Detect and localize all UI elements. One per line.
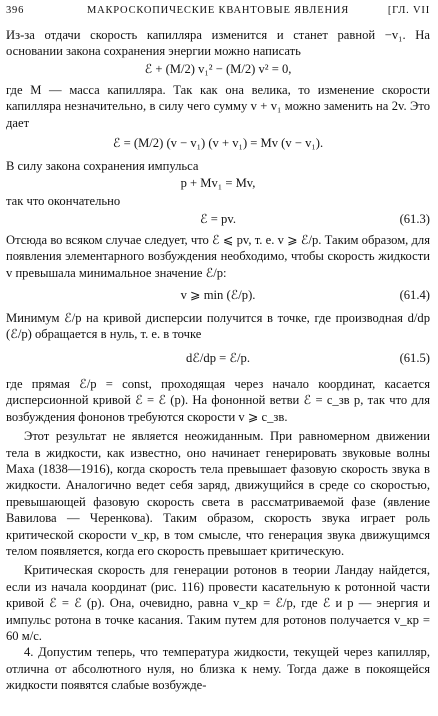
paragraph: где прямая ℰ/p = const, проходящая через начало координат, касается дисперсионной кривой ℰ = ℰ (p). На фононной ветви ℰ = c_зв p, так что для возбуждения фононов требуются скорости v ⩾ c_зв.	[6, 376, 430, 424]
running-head	[6, 3, 430, 19]
page-body	[6, 27, 430, 694]
paragraph: В силу закона сохранения импульса	[6, 159, 199, 174]
paragraph: так что окончательно	[6, 194, 121, 209]
equation	[6, 60, 430, 79]
equation-body: ℰ + (M/2) v₁² − (M/2) v² = 0,	[144, 61, 292, 76]
equation-number: (61.5)	[399, 350, 430, 365]
equation-number: (61.3)	[399, 211, 430, 226]
equation-body: ℰ = pv.	[200, 211, 236, 226]
paragraph: 4. Допустим теперь, что температура жидкости, текущей через капилляр, отлична от абсолютного нуля, но близка к нему. Тогда даже в покоящейся жидкости появятся слабые возбужде-	[6, 645, 430, 693]
page-number: 396	[6, 5, 25, 16]
paragraph: где M — масса капилляра. Так как она велика, то изменение скорости капилляра незначительно, в силу чего сумму v + v₁ можно заменить на 2v. Это дает	[6, 82, 430, 130]
equation-numbered	[6, 286, 430, 305]
paragraph: Минимум ℰ/p на кривой дисперсии получится в точке, где производная d/dp (ℰ/p) обращается в нуль, т. е. в точке	[6, 311, 430, 342]
equation	[6, 174, 430, 193]
chapter-label: [ГЛ. VII	[387, 5, 430, 16]
equation-body: p + Mv₁ = Mv,	[180, 176, 256, 191]
paragraph: Отсюда во всяком случае следует, что ℰ ⩽ pv, т. е. v ⩾ ℰ/p. Таким образом, для появления элементарного возбуждения необходимо, чтобы скорость жидкости v превышала минимальное значение ℰ/p:	[6, 232, 430, 280]
paragraph: Из-за отдачи скорость капилляра изменится и станет равной −v₁. На основании закона сохранения энергии можно написать	[6, 28, 430, 59]
equation-number: (61.4)	[399, 288, 430, 303]
paragraph: Этот результат не является неожиданным. При равномерном движении тела в жидкости, как известно, оно начинает генерировать звуковые волны Маха (1838—1916), когда скорость тела превышает фазовую скорость звука в жидкости. Аналогично ведет себя заряд, движущийся в среде со скоростью, превышающей фазовую скорость света в рассматриваемой фазе (явление Вавилова — Черенкова). Таким образом, скорость звука играет роль критической скорости v_кр, в том смысле, что генерация звука движущимся телом появляется, когда его скорость превышает критическую.	[6, 429, 430, 558]
equation-body: ℰ = (M/2) (v − v₁) (v + v₁) = Mv (v − v₁).	[112, 136, 324, 151]
equation-body: v ⩾ min (ℰ/p).	[180, 288, 256, 303]
paragraph: Критическая скорость для генерации ротонов в теории Ландау найдется, если из начала координат (рис. 116) провести касательную к ротонной части кривой ℰ = ℰ (p). Она, очевидно, равна v_кр = ℰ/p, где ℰ и p — энергия и импульс ротона в точке касания. Таким путем для ротонов получается v_кр = 60 м/с.	[6, 563, 430, 643]
equation-body: dℰ/dp = ℰ/p.	[186, 350, 250, 365]
equation-numbered	[6, 343, 430, 373]
equation-numbered	[6, 210, 430, 229]
equation	[6, 134, 430, 153]
running-title: МАКРОСКОПИЧЕСКИЕ КВАНТОВЫЕ ЯВЛЕНИЯ	[86, 5, 350, 16]
